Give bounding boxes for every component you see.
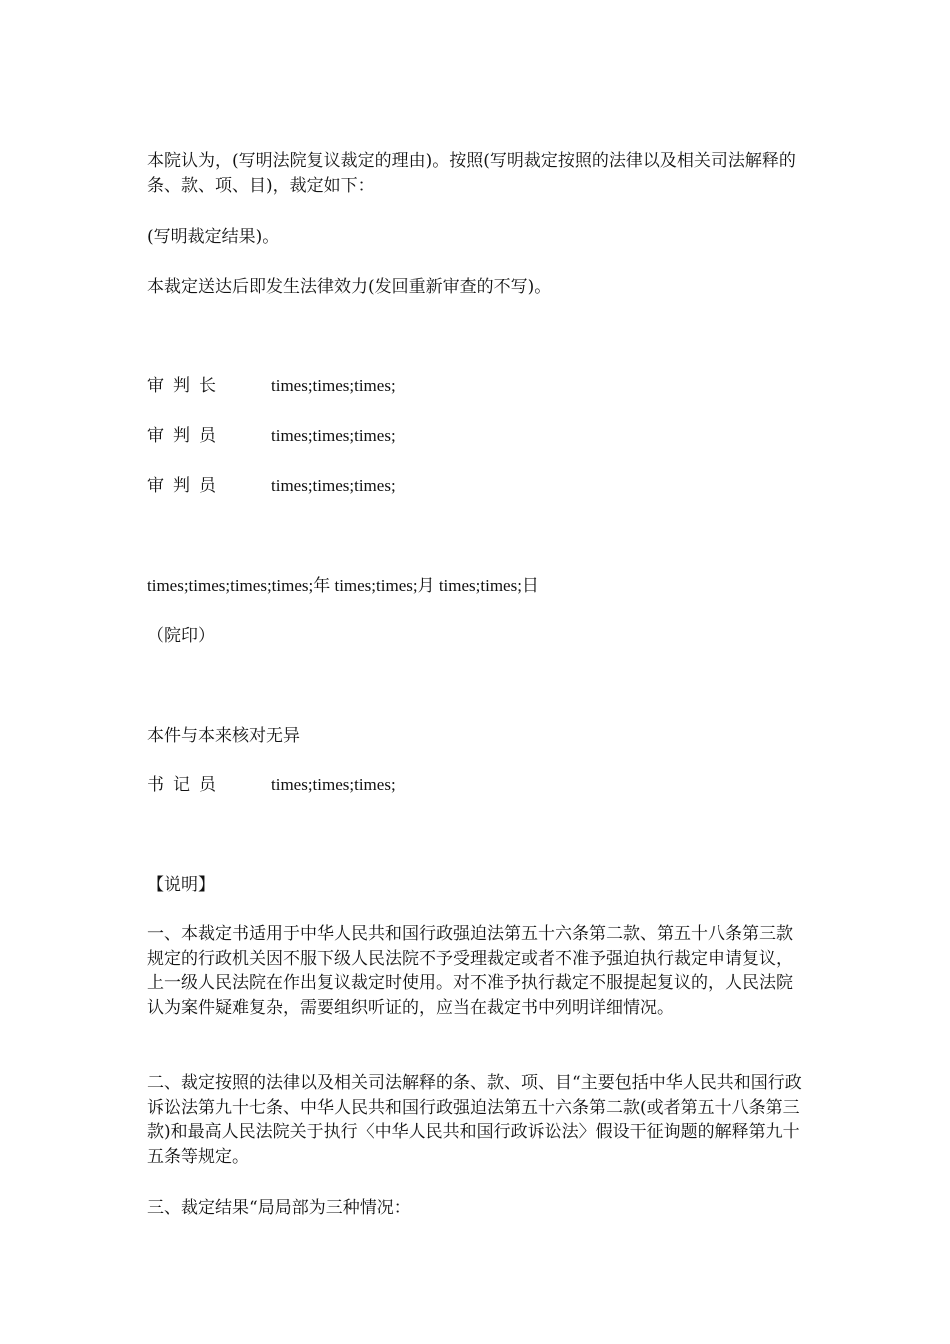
presiding-judge-value: times;times;times; (271, 376, 396, 395)
reasoning-paragraph: 本院认为，(写明法院复议裁定的理由)。按照(写明裁定按照的法律以及相关司法解释的条、款、项、目)，裁定如下： (147, 151, 796, 196)
judge-row (147, 424, 802, 448)
notes-heading: 【说明】 (147, 875, 215, 895)
date-line: times;times;times;times;年 times;times;月 times;times;日 (147, 576, 539, 595)
presiding-judge-label: 审判长 (147, 376, 225, 396)
judge-value: times;times;times; (271, 426, 396, 445)
judge-label: 审判员 (147, 426, 225, 446)
judge-value-2: times;times;times; (271, 476, 396, 495)
judge-row-2 (147, 474, 802, 498)
clerk-label: 书记员 (147, 775, 225, 795)
note-paragraph: 三、裁定结果“局局部为三种情况： (147, 1198, 411, 1218)
presiding-judge-row (147, 374, 802, 398)
effect-paragraph: 本裁定送达后即发生法律效力(发回重新审查的不写)。 (147, 277, 552, 297)
note-paragraph: 二、裁定按照的法律以及相关司法解释的条、款、项、目“主要包括中华人民共和国行政诉讼法第九十七条、中华人民共和国行政强迫法第五十六条第二款(或者第五十八条第三款)和最高人民法院关于执行〈中华人民共和国行政诉讼法〉假设干征询题的解释第九十五条等规定。 (147, 1073, 802, 1167)
ruling-result-paragraph: (写明裁定结果)。 (147, 227, 280, 247)
clerk-value: times;times;times; (271, 775, 396, 794)
note-paragraph: 一、本裁定书适用于中华人民共和国行政强迫法第五十六条第二款、第五十八条第三款规定的行政机关因不服下级人民法院不予受理裁定或者不准予强迫执行裁定申请复议，上一级人民法院在作出复议裁定时使用。对不准予执行裁定不服提起复议的，人民法院认为案件疑难复杂，需要组织听证的，应当在裁定书中列明详细情况。 (147, 924, 793, 1018)
court-seal: （院印） (147, 626, 215, 646)
verification-statement: 本件与本来核对无异 (147, 726, 300, 746)
clerk-row (147, 773, 802, 797)
judge-label-2: 审判员 (147, 476, 225, 496)
